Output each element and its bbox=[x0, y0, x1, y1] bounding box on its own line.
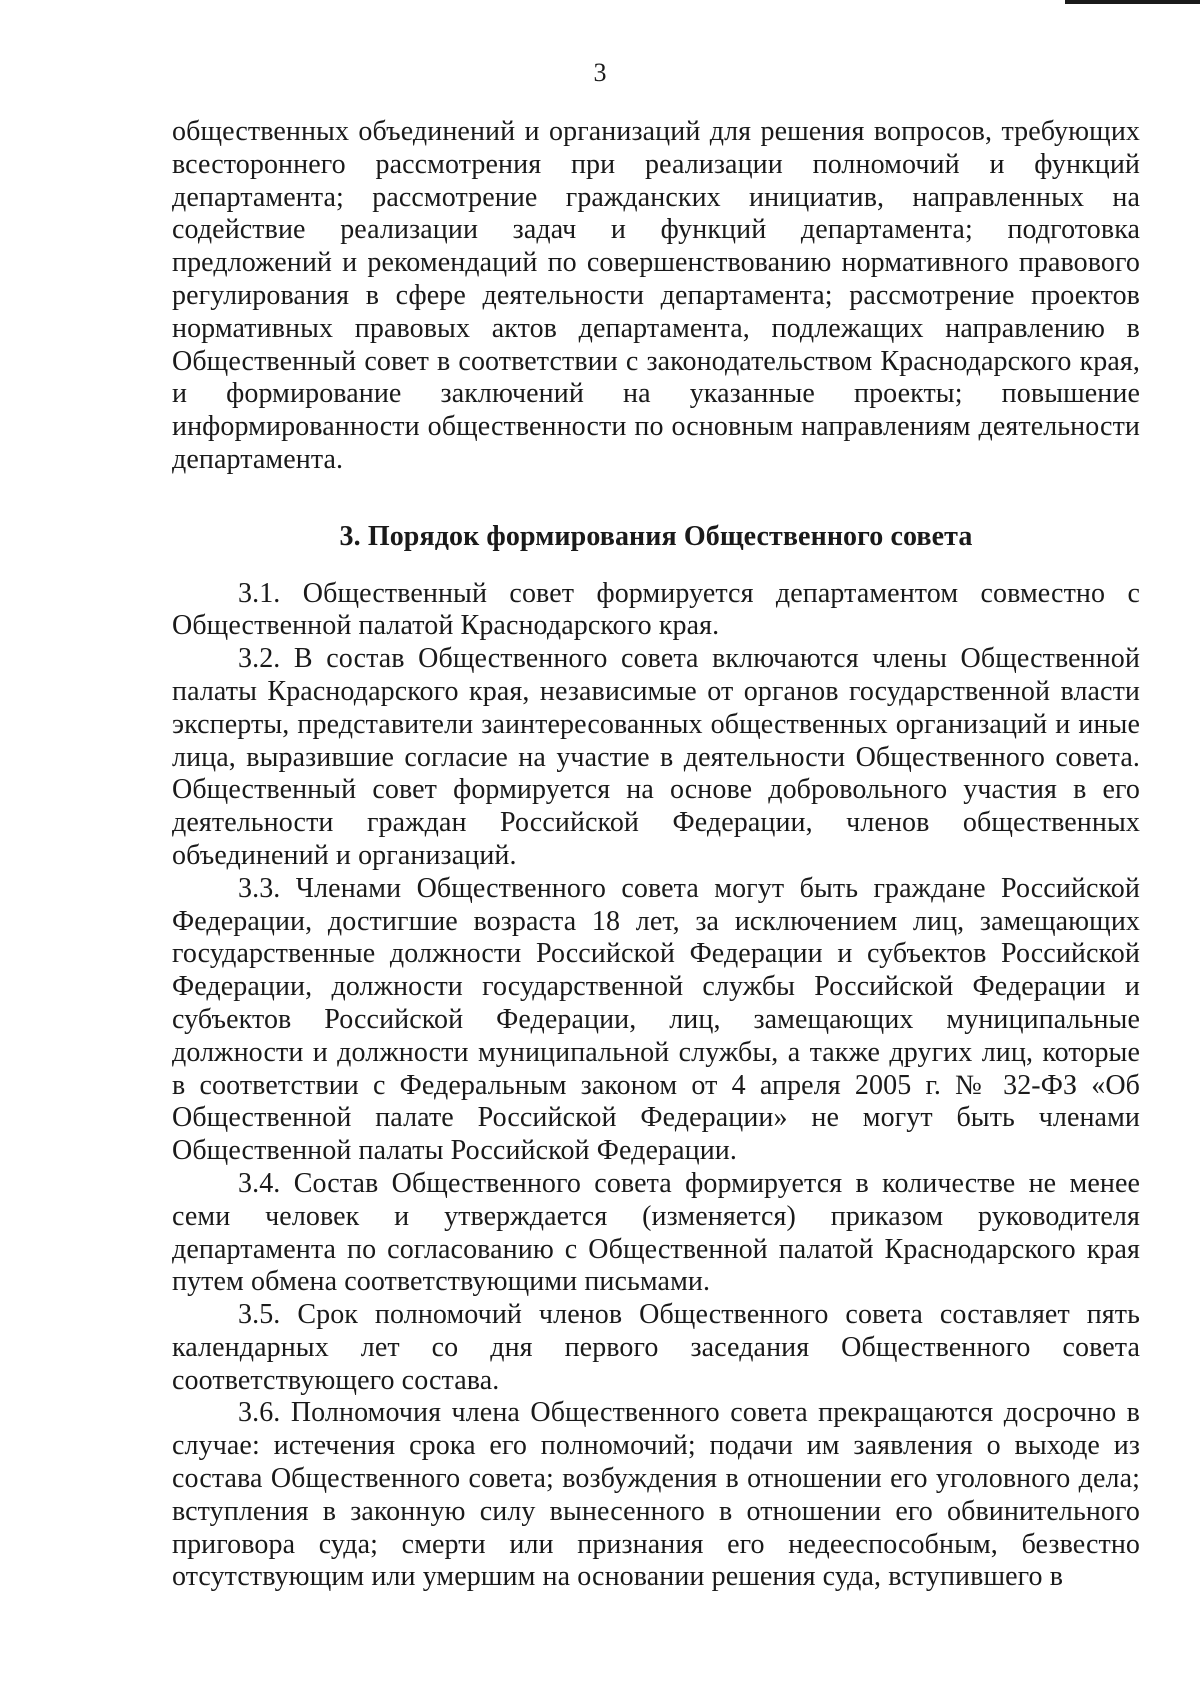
intro-paragraph: общественных объединений и организаций для решения вопросов, требующих всестороннего рассмотрения при реализации полномочий и функций департамента; рассмотрение гражданских инициатив, направленных на содействие реализации задач и функций департамента; подготовка предложений и рекомендаций по совершенствованию нормативного правового регулирования в сфере деятельности департамента; рассмотрение проектов нормативных правовых актов департамента, подлежащих направлению в Общественный совет в соответствии с законодательством Краснодарского края, и формирование заключений на указанные проекты; повышение информированности общественности по основным направлениям деятельности департамента. bbox=[172, 116, 1140, 475]
page-number: 3 bbox=[593, 58, 607, 87]
scan-edge-mark bbox=[1065, 0, 1200, 4]
document-body bbox=[172, 116, 1140, 1594]
paragraph-3-2: 3.2. В состав Общественного совета включаются члены Общественной палаты Краснодарского края, независимые от органов государственной власти эксперты, представители заинтересованных общественных организаций и иные лица, выразившие согласие на участие в деятельности Общественного совета. Общественный совет формируется на основе добровольного участия в его деятельности граждан Российской Федерации, членов общественных объединений и организаций. bbox=[172, 643, 1140, 871]
paragraph-3-4: 3.4. Состав Общественного совета формируется в количестве не менее семи человек и утверждается (изменяется) приказом руководителя департамента по согласованию с Общественной палатой Краснодарского края путем обмена соответствующими письмами. bbox=[172, 1167, 1140, 1298]
paragraph-3-6: 3.6. Полномочия члена Общественного совета прекращаются досрочно в случае: истечения срока его полномочий; подачи им заявления о выходе из состава Общественного совета; возбуждения в отношении его уголовного дела; вступления в законную силу вынесенного в отношении его обвинительного приговора суда; смерти или признания его недееспособным, безвестно отсутствующим или умершим на основании решения суда, вступившего в bbox=[172, 1397, 1140, 1593]
section-title: 3. Порядок формирования Общественного совета bbox=[339, 520, 973, 552]
paragraph-3-5: 3.5. Срок полномочий членов Общественного совета составляет пять календарных лет со дня первого заседания Общественного совета соответствующего состава. bbox=[172, 1299, 1140, 1396]
paragraph-3-1: 3.1. Общественный совет формируется департаментом совместно с Общественной палатой Краснодарского края. bbox=[172, 577, 1140, 642]
paragraph-3-3: 3.3. Членами Общественного совета могут быть граждане Российской Федерации, достигшие возраста 18 лет, за исключением лиц, замещающих государственные должности Российской Федерации и субъектов Российской Федерации, должности государственной службы Российской Федерации и субъектов Российской Федерации, лиц, замещающих муниципальные должности и должности муниципальной службы, а также других лиц, которые в соответствии с Федеральным законом от 4 апреля 2005 г. № 32-ФЗ «Об Общественной палате Российской Федерации» не могут быть членами Общественной палаты Российской Федерации. bbox=[172, 872, 1140, 1167]
